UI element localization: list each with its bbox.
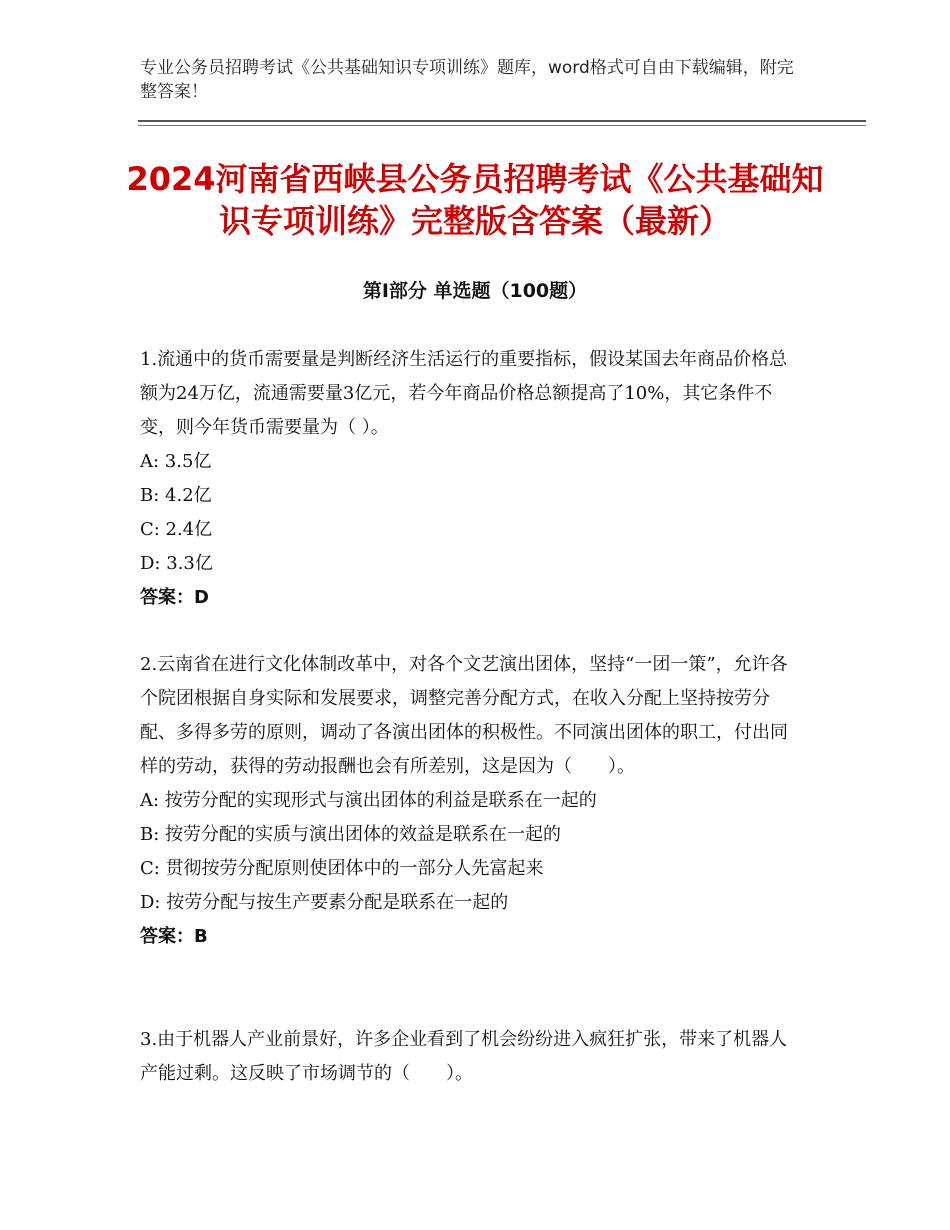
section-title: 第Ⅰ部分 单选题（100题） — [362, 280, 588, 302]
option-c: C: 2.4亿 — [140, 519, 213, 540]
header-divider-thin — [138, 125, 866, 126]
option-a: A: 按劳分配的实现形式与演出团体的利益是联系在一起的 — [140, 790, 597, 811]
option-b: B: 4.2亿 — [140, 485, 212, 506]
option-a: A: 3.5亿 — [140, 451, 212, 472]
header-note: 专业公务员招聘考试《公共基础知识专项训练》题库，word格式可自由下载编辑，附完整答案！ — [140, 58, 794, 102]
question-2 — [140, 648, 800, 954]
question-stem: 1.流通中的货币需要量是判断经济生活运行的重要指标，假设某国去年商品价格总额为24万亿，流通需要量3亿元，若今年商品价格总额提高了10%，其它条件不变，则今年货币需要量为（ ）。 — [140, 349, 788, 438]
header-divider-thick — [138, 120, 866, 122]
option-c: C: 贯彻按劳分配原则使团体中的一部分人先富起来 — [140, 858, 544, 879]
question-3 — [140, 1023, 800, 1091]
option-d: D: 3.3亿 — [140, 553, 213, 574]
option-d: D: 按劳分配与按生产要素分配是联系在一起的 — [140, 892, 509, 913]
question-stem: 3.由于机器人产业前景好，许多企业看到了机会纷纷进入疯狂扩张，带来了机器人产能过剩。这反映了市场调节的（ ）。 — [140, 1029, 788, 1084]
document-title: 2024河南省西峡县公务员招聘考试《公共基础知识专项训练》完整版含答案（最新） — [126, 160, 824, 240]
question-stem: 2.云南省在进行文化体制改革中，对各个文艺演出团体，坚持“一团一策”，允许各个院团根据自身实际和发展要求，调整完善分配方式，在收入分配上坚持按劳分配、多得多劳的原则，调动了各演出团体的积极性。不同演出团体的职工，付出同样的劳动，获得的劳动报酬也会有所差别，这是因为（ ）。 — [140, 654, 788, 777]
option-b: B: 按劳分配的实质与演出团体的效益是联系在一起的 — [140, 824, 562, 845]
answer-text: 答案：D — [140, 587, 209, 608]
question-1 — [140, 343, 800, 615]
answer-text: 答案：B — [140, 926, 208, 947]
